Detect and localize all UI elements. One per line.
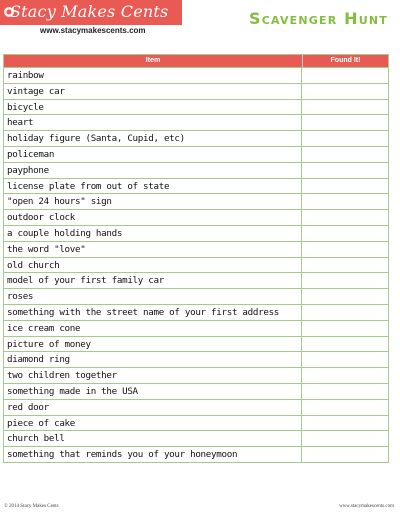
table-row bbox=[4, 288, 388, 304]
item-cell: piece of cake bbox=[4, 416, 302, 431]
found-it-checkbox-cell[interactable] bbox=[302, 68, 388, 83]
item-cell: ice cream cone bbox=[4, 321, 302, 336]
found-it-checkbox-cell[interactable] bbox=[302, 131, 388, 146]
item-cell: church bell bbox=[4, 431, 302, 446]
item-cell: bicycle bbox=[4, 100, 302, 115]
item-cell: "open 24 hours" sign bbox=[4, 194, 302, 209]
table-row bbox=[4, 83, 388, 99]
table-row bbox=[4, 257, 388, 273]
item-cell: something made in the USA bbox=[4, 384, 302, 399]
table-row bbox=[4, 209, 388, 225]
table-row bbox=[4, 351, 388, 367]
table-body bbox=[4, 67, 388, 462]
item-cell: model of your first family car bbox=[4, 273, 302, 288]
item-cell: license plate from out of state bbox=[4, 179, 302, 194]
column-header-found: Found It! bbox=[330, 57, 361, 64]
found-it-checkbox-cell[interactable] bbox=[302, 179, 388, 194]
found-it-checkbox-cell[interactable] bbox=[302, 447, 388, 462]
found-it-checkbox-cell[interactable] bbox=[302, 400, 388, 415]
table-row bbox=[4, 146, 388, 162]
table-header bbox=[4, 55, 388, 67]
item-cell: rainbow bbox=[4, 68, 302, 83]
table-row bbox=[4, 336, 388, 352]
item-cell: vintage car bbox=[4, 84, 302, 99]
found-it-checkbox-cell[interactable] bbox=[302, 289, 388, 304]
item-cell: policeman bbox=[4, 147, 302, 162]
table-row bbox=[4, 130, 388, 146]
page-title: Scavenger Hunt bbox=[248, 9, 388, 28]
found-it-checkbox-cell[interactable] bbox=[302, 147, 388, 162]
footer-copyright: © 2014 Stacy Makes Cents bbox=[4, 504, 59, 509]
item-cell: outdoor clock bbox=[4, 210, 302, 225]
logo-url[interactable]: www.stacymakescents.com bbox=[40, 26, 146, 35]
found-it-checkbox-cell[interactable] bbox=[302, 242, 388, 257]
table-row bbox=[4, 241, 388, 257]
table-row bbox=[4, 415, 388, 431]
item-cell: holiday figure (Santa, Cupid, etc) bbox=[4, 131, 302, 146]
item-cell: something that reminds you of your honeymoon bbox=[4, 447, 302, 462]
item-cell: red door bbox=[4, 400, 302, 415]
table-row bbox=[4, 193, 388, 209]
footer-url[interactable]: www.stacymakescents.com bbox=[339, 504, 394, 509]
item-cell: a couple holding hands bbox=[4, 226, 302, 241]
found-it-checkbox-cell[interactable] bbox=[302, 431, 388, 446]
found-it-checkbox-cell[interactable] bbox=[302, 368, 388, 383]
table-row bbox=[4, 367, 388, 383]
found-it-checkbox-cell[interactable] bbox=[302, 321, 388, 336]
table-row bbox=[4, 272, 388, 288]
item-cell: old church bbox=[4, 258, 302, 273]
table-row bbox=[4, 67, 388, 83]
item-cell: the word "love" bbox=[4, 242, 302, 257]
table-row bbox=[4, 225, 388, 241]
item-cell: heart bbox=[4, 115, 302, 130]
table-row bbox=[4, 399, 388, 415]
found-it-checkbox-cell[interactable] bbox=[302, 384, 388, 399]
column-header-item: Item bbox=[4, 55, 303, 67]
item-cell: diamond ring bbox=[4, 352, 302, 367]
found-it-checkbox-cell[interactable] bbox=[302, 305, 388, 320]
table-row bbox=[4, 320, 388, 336]
page-header bbox=[0, 0, 400, 52]
table-row bbox=[4, 162, 388, 178]
found-it-checkbox-cell[interactable] bbox=[302, 258, 388, 273]
found-it-checkbox-cell[interactable] bbox=[302, 352, 388, 367]
table-row bbox=[4, 446, 388, 462]
found-it-checkbox-cell[interactable] bbox=[302, 226, 388, 241]
found-it-checkbox-cell[interactable] bbox=[302, 84, 388, 99]
table-row bbox=[4, 383, 388, 399]
found-it-checkbox-cell[interactable] bbox=[302, 337, 388, 352]
found-it-checkbox-cell[interactable] bbox=[302, 416, 388, 431]
logo-text: Stacy Makes Cents bbox=[10, 2, 169, 21]
found-it-checkbox-cell[interactable] bbox=[302, 100, 388, 115]
item-cell: payphone bbox=[4, 163, 302, 178]
found-it-checkbox-cell[interactable] bbox=[302, 273, 388, 288]
item-cell: roses bbox=[4, 289, 302, 304]
found-it-checkbox-cell[interactable] bbox=[302, 210, 388, 225]
item-cell: two children together bbox=[4, 368, 302, 383]
checklist-table bbox=[3, 54, 389, 463]
found-it-checkbox-cell[interactable] bbox=[302, 115, 388, 130]
logo-banner bbox=[0, 0, 182, 25]
table-row bbox=[4, 114, 388, 130]
table-row bbox=[4, 430, 388, 446]
table-row bbox=[4, 178, 388, 194]
table-row bbox=[4, 304, 388, 320]
item-cell: picture of money bbox=[4, 337, 302, 352]
found-it-checkbox-cell[interactable] bbox=[302, 163, 388, 178]
found-it-checkbox-cell[interactable] bbox=[302, 194, 388, 209]
table-row bbox=[4, 99, 388, 115]
item-cell: something with the street name of your first address bbox=[4, 305, 302, 320]
